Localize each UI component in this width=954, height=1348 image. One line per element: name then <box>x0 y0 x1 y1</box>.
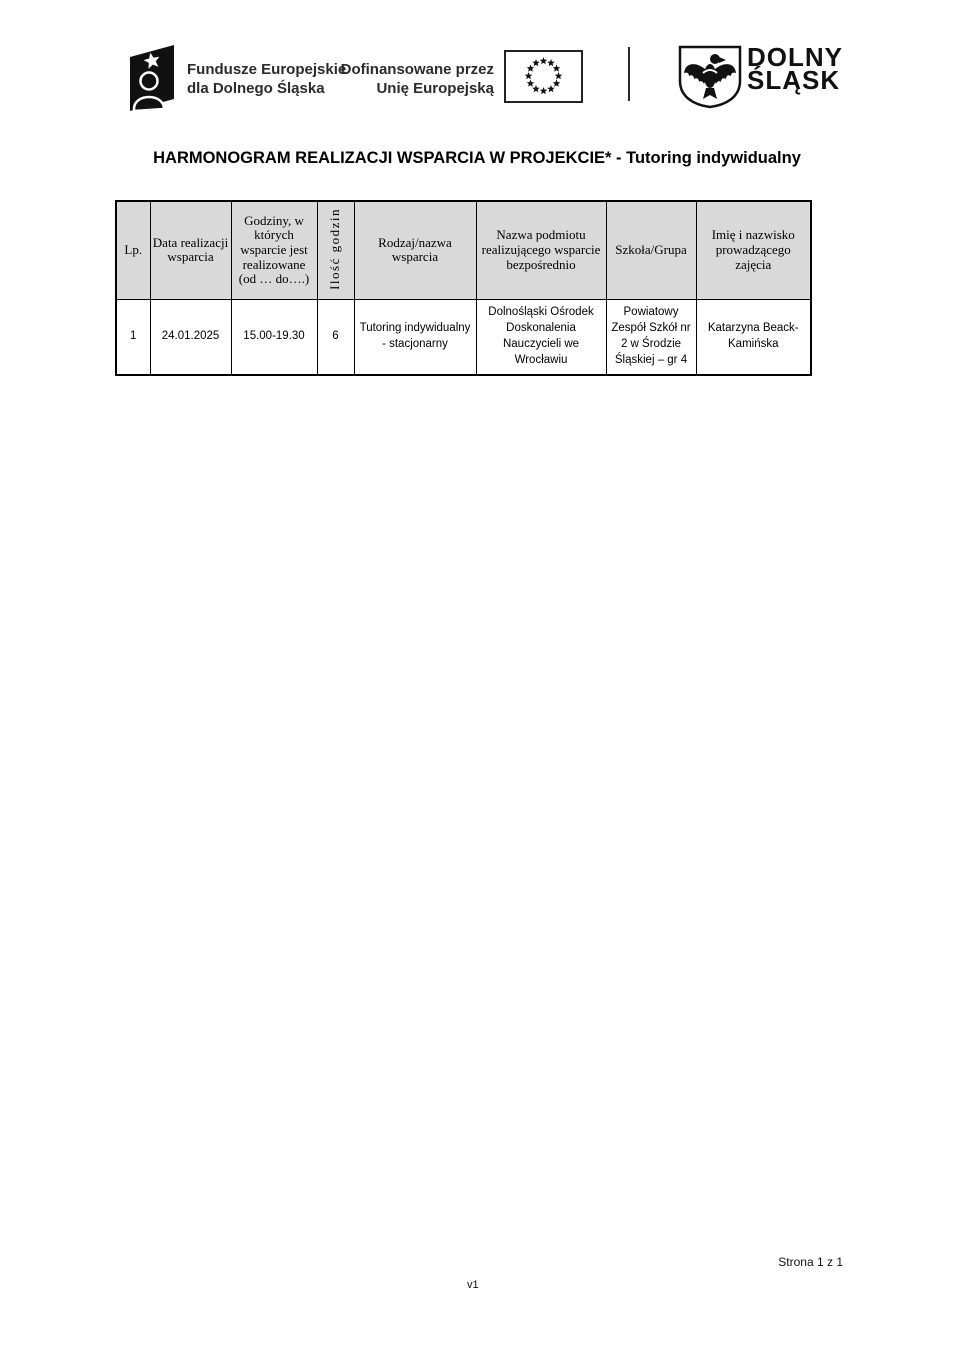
header-ilosc-godzin <box>317 201 354 299</box>
cell-lp: 1 <box>116 299 150 375</box>
region-logo-line1: DOLNY <box>747 42 843 72</box>
header-row <box>116 201 811 299</box>
cofunded-text <box>330 60 494 98</box>
logo-banner <box>0 0 954 130</box>
header-ilosc-godzin-label: Ilość godzin <box>327 207 343 290</box>
header-szkola-grupa: Szkoła/Grupa <box>606 201 696 299</box>
table-row <box>116 299 811 375</box>
eu-funds-logo-line2: dla Dolnego Śląska <box>187 80 325 97</box>
schedule-table <box>115 200 812 376</box>
header-prowadzacy: Imię i nazwisko prowadzącego zajęcia <box>696 201 811 299</box>
cell-szkola-grupa: Powiatowy Zespół Szkół nr 2 w Środzie Śląskiej – gr 4 <box>606 299 696 375</box>
cell-godziny: 15.00-19.30 <box>231 299 317 375</box>
region-logo-line2: ŚLĄSK <box>747 65 841 95</box>
dolny-slask-crest-icon <box>677 45 743 109</box>
header-godziny: Godziny, w których wsparcie jest realizowane (od … do….) <box>231 201 317 299</box>
eu-flag-icon <box>504 50 583 103</box>
eu-funds-flag-icon <box>125 42 179 114</box>
cofunded-line1: Dofinansowane przez <box>340 61 494 78</box>
page-title: HARMONOGRAM REALIZACJI WSPARCIA W PROJEKCIE* - Tutoring indywidualny <box>153 149 801 167</box>
cell-ilosc-godzin: 6 <box>317 299 354 375</box>
header-rodzaj: Rodzaj/nazwa wsparcia <box>354 201 476 299</box>
cell-podmiot: Dolnośląski Ośrodek Doskonalenia Nauczycieli we Wrocławiu <box>476 299 606 375</box>
eu-funds-logo-text <box>187 60 346 98</box>
eu-funds-logo-line1: Fundusze Europejskie <box>187 61 347 78</box>
header-lp: Lp. <box>116 201 150 299</box>
header-podmiot: Nazwa podmiotu realizującego wsparcie bezpośrednio <box>476 201 606 299</box>
region-logo-text <box>747 42 843 95</box>
header-data-realizacji: Data realizacji wsparcia <box>150 201 231 299</box>
cell-data-realizacji: 24.01.2025 <box>150 299 231 375</box>
page-number-label: Strona 1 z 1 <box>778 1255 843 1269</box>
cell-rodzaj: Tutoring indywidualny - stacjonarny <box>354 299 476 375</box>
cell-prowadzacy: Katarzyna Beack-Kamińska <box>696 299 811 375</box>
banner-divider <box>628 47 630 101</box>
version-label: v1 <box>467 1279 479 1291</box>
cofunded-line2: Unię Europejską <box>376 80 494 97</box>
